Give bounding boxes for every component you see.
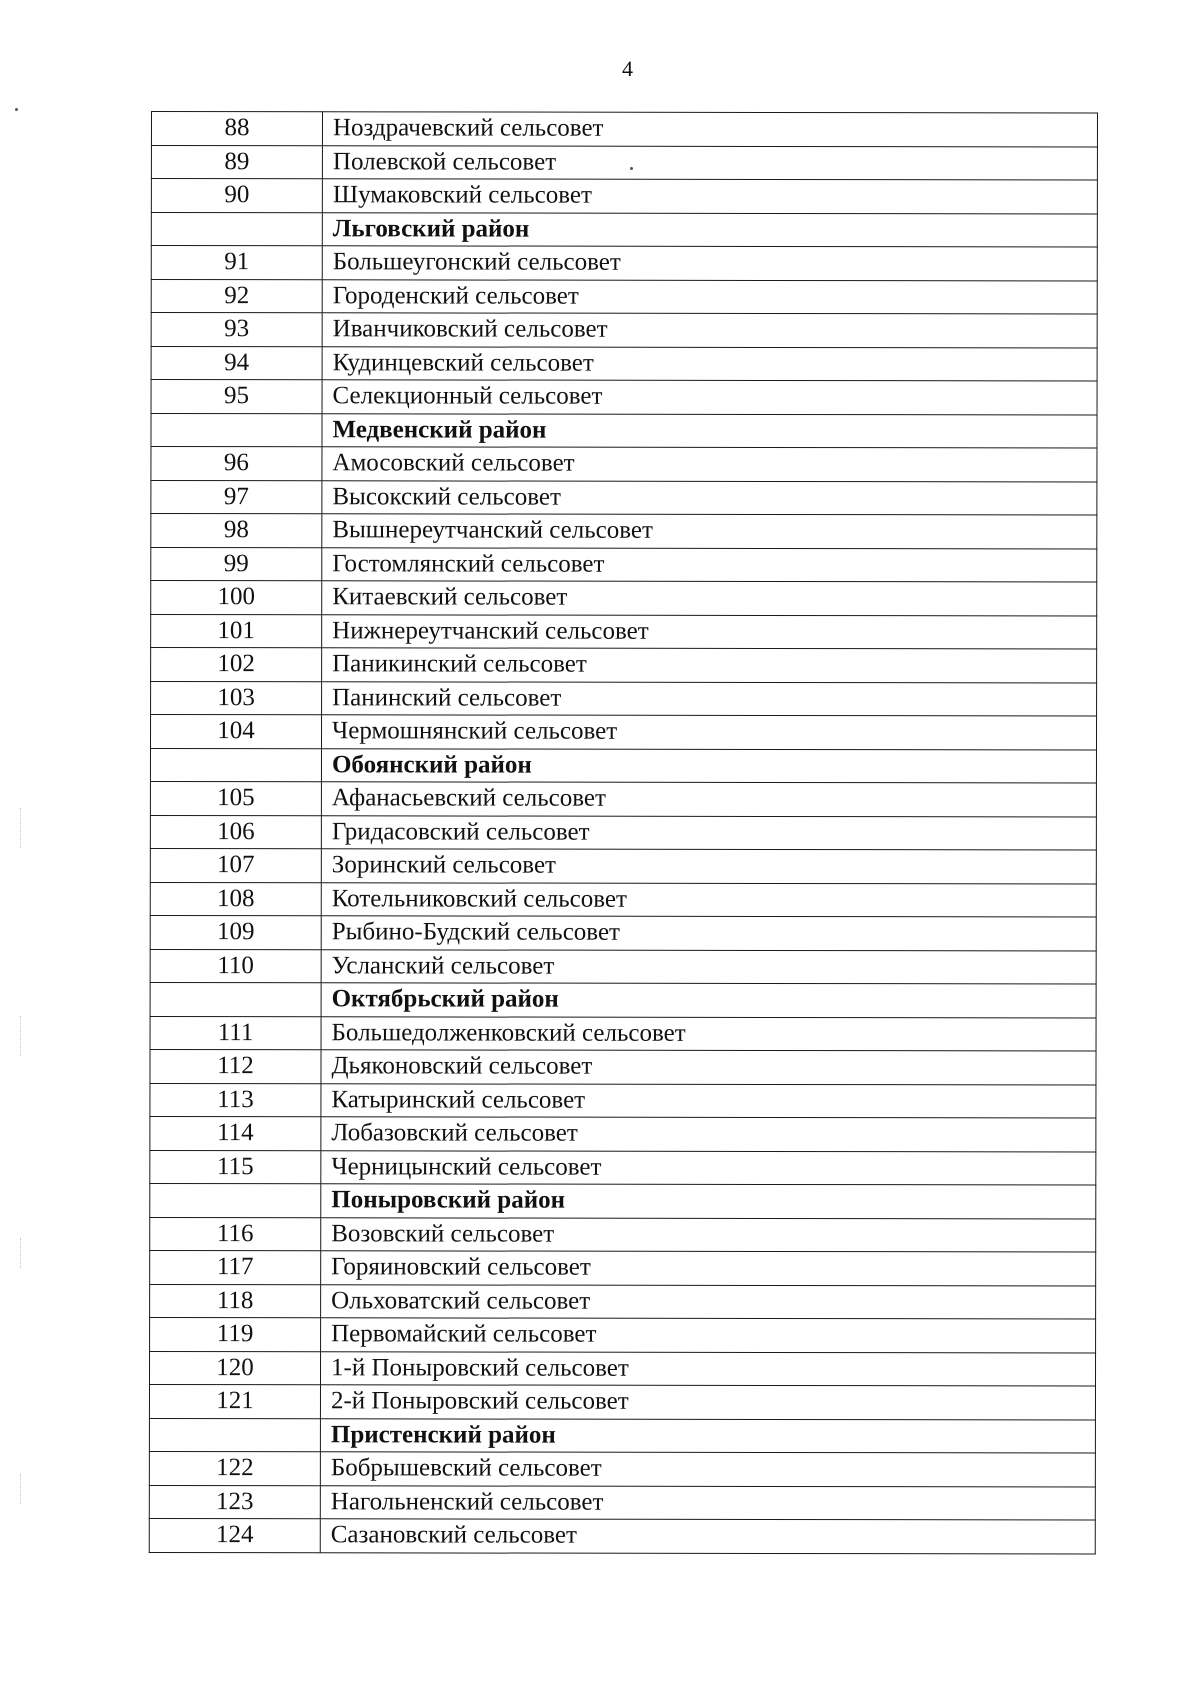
settlement-name-cell: Котельниковский сельсовет [321,882,1096,917]
row-number-cell: 117 [150,1250,321,1284]
row-number-cell [150,748,321,782]
table-row [151,681,1097,716]
row-number-cell [149,1418,320,1452]
scan-edge-mark [20,1016,23,1056]
table-row [149,1485,1095,1520]
row-number-cell: 95 [151,380,322,414]
district-name-cell: Октябрьский район [321,983,1096,1018]
row-number-cell: 93 [151,313,322,347]
row-number-cell: 97 [151,480,322,514]
row-number-cell: 96 [151,447,322,481]
row-number-cell: 112 [150,1049,321,1083]
settlement-name-cell: Гостомлянский сельсовет [322,547,1097,582]
row-number-cell: 104 [150,715,321,749]
table-row [150,715,1096,750]
row-number-cell: 124 [149,1518,320,1552]
settlement-name-cell: Большедолженковский сельсовет [321,1016,1096,1051]
row-number-cell: 91 [151,246,322,280]
row-number-cell: 110 [150,949,321,983]
district-header-row [151,413,1097,448]
table-row [150,781,1096,816]
settlement-name-cell: Зоринский сельсовет [321,849,1096,884]
settlement-name-cell: Первомайский сельсовет [321,1318,1096,1353]
row-number-cell: 119 [150,1317,321,1351]
district-header-row [149,1418,1095,1453]
district-name-cell: Поныровский район [321,1184,1096,1219]
settlement-name-cell: Полевской сельсовет [322,145,1097,180]
table-row [151,581,1097,616]
district-name-cell: Обоянский район [321,748,1096,783]
settlement-name-cell: Большеугонский сельсовет [322,246,1097,281]
settlement-name-cell: Китаевский сельсовет [322,581,1097,616]
table-row [151,145,1097,180]
row-number-cell [150,1183,321,1217]
settlement-name-cell: Селекционный сельсовет [322,380,1097,415]
row-number-cell: 115 [150,1150,321,1184]
row-number-cell: 109 [150,915,321,949]
row-number-cell: 100 [151,581,322,615]
row-number-cell: 116 [150,1217,321,1251]
table-row [149,1351,1095,1386]
district-name-cell: Пристенский район [320,1418,1095,1453]
row-number-cell [151,413,322,447]
table-row [150,1250,1096,1285]
row-number-cell: 113 [150,1083,321,1117]
row-number-cell: 103 [151,681,322,715]
settlement-name-cell: Кудинцевский сельсовет [322,346,1097,381]
settlements-table-body [149,112,1097,1554]
district-name-cell: Медвенский район [322,413,1097,448]
row-number-cell: 90 [151,179,322,213]
settlement-name-cell: Горяиновский сельсовет [321,1251,1096,1286]
settlement-name-cell: 1-й Поныровский сельсовет [320,1351,1095,1386]
table-row [151,480,1097,515]
table-row [150,1016,1096,1051]
settlement-name-cell: Шумаковский сельсовет [322,179,1097,214]
settlement-name-cell: Возовский сельсовет [321,1217,1096,1252]
row-number-cell: 123 [149,1485,320,1519]
settlement-name-cell: Лобазовский сельсовет [321,1117,1096,1152]
table-row [150,882,1096,917]
page-number: 4 [622,56,633,81]
table-row [150,848,1096,883]
row-number-cell: 101 [151,614,322,648]
table-row [151,614,1097,649]
table-row [150,815,1096,850]
table-row [151,313,1097,348]
district-header-row [151,212,1097,247]
district-header-row [150,982,1096,1017]
settlement-name-cell: Панинский сельсовет [322,681,1097,716]
table-row [150,1083,1096,1118]
row-number-cell: 94 [151,346,322,380]
table-row [150,1049,1096,1084]
settlement-name-cell: Бобрышевский сельсовет [320,1452,1095,1487]
settlement-name-cell: Черницынский сельсовет [321,1150,1096,1185]
table-row [151,246,1097,281]
settlement-name-cell: 2-й Поныровский сельсовет [320,1385,1095,1420]
row-number-cell [150,982,321,1016]
settlement-name-cell: Гридасовский сельсовет [321,815,1096,850]
settlement-name-cell: Паникинский сельсовет [322,648,1097,683]
row-number-cell: 118 [150,1284,321,1318]
settlement-name-cell: Катыринский сельсовет [321,1083,1096,1118]
settlement-name-cell: Усланский сельсовет [321,949,1096,984]
settlement-name-cell: Нагольненский сельсовет [320,1485,1095,1520]
table-row [151,648,1097,683]
table-row [151,514,1097,549]
settlement-name-cell: Нижнереутчанский сельсовет [322,614,1097,649]
row-number-cell: 102 [151,648,322,682]
scan-edge-mark [20,1238,23,1268]
row-number-cell: 106 [150,815,321,849]
table-row [149,1518,1095,1553]
district-name-cell: Льговский район [322,212,1097,247]
row-number-cell: 105 [150,781,321,815]
row-number-cell: 88 [151,112,322,146]
table-row [150,1217,1096,1252]
settlement-name-cell: Рыбино-Будский сельсовет [321,916,1096,951]
settlement-name-cell: Афанасьевский сельсовет [321,782,1096,817]
table-row [151,179,1097,214]
table-row [151,279,1097,314]
row-number-cell: 111 [150,1016,321,1050]
table-row [150,1317,1096,1352]
row-number-cell: 92 [151,279,322,313]
row-number-cell [151,212,322,246]
table-row [151,346,1097,381]
table-row [151,447,1097,482]
table-row [150,915,1096,950]
district-header-row [150,748,1096,783]
table-row [150,949,1096,984]
row-number-cell: 120 [149,1351,320,1385]
table-row [149,1451,1095,1486]
table-row [150,1150,1096,1185]
row-number-cell: 108 [150,882,321,916]
row-number-cell: 99 [151,547,322,581]
row-number-cell: 121 [149,1384,320,1418]
settlement-name-cell: Амосовский сельсовет [322,447,1097,482]
scan-edge-mark [20,1474,23,1504]
settlement-name-cell: Чермошнянский сельсовет [321,715,1096,750]
settlement-name-cell: Городенский сельсовет [322,279,1097,314]
scan-speck [15,108,18,111]
settlements-table [149,111,1098,1554]
table-row [150,1116,1096,1151]
settlement-name-cell: Дьяконовский сельсовет [321,1050,1096,1085]
row-number-cell: 122 [149,1451,320,1485]
settlement-name-cell: Ольховатский сельсовет [321,1284,1096,1319]
settlement-name-cell: Вышнереутчанский сельсовет [322,514,1097,549]
table-row [151,380,1097,415]
settlement-name-cell: Ноздрачевский сельсовет [322,112,1097,147]
row-number-cell: 107 [150,848,321,882]
row-number-cell: 98 [151,514,322,548]
settlement-name-cell: Иванчиковский сельсовет [322,313,1097,348]
row-number-cell: 89 [151,145,322,179]
settlement-name-cell: Высокский сельсовет [322,480,1097,515]
table-row [151,547,1097,582]
table-row [151,112,1097,147]
table-row [150,1284,1096,1319]
scan-edge-mark [20,808,23,848]
district-header-row [150,1183,1096,1218]
table-row [149,1384,1095,1419]
settlement-name-cell: Сазановский сельсовет [320,1519,1095,1554]
row-number-cell: 114 [150,1116,321,1150]
